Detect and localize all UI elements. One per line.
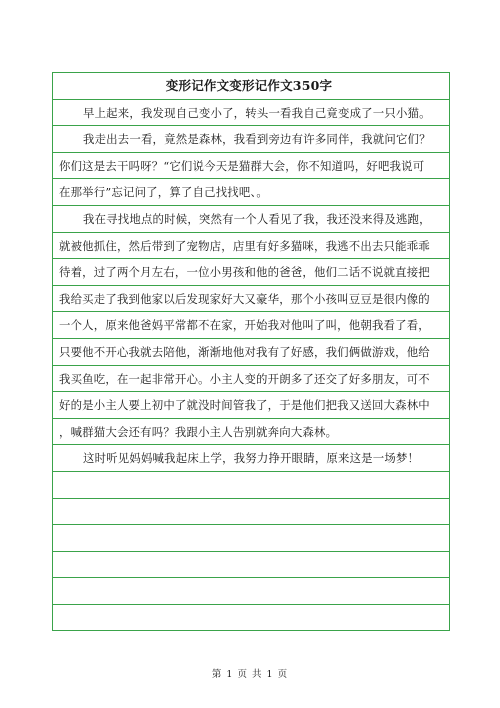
text-line-13: ，喊群猫大会还有吗？我跟小主人告别就奔向大森林。 bbox=[53, 419, 449, 446]
text-line-12: 好的是小主人要上初中了就没时间管我了，于是他们把我又送回大森林中 bbox=[53, 392, 449, 419]
text-line-7: 待着，过了两个月左右，一位小男孩和他的爸爸，他们二话不说就直接把 bbox=[53, 259, 449, 286]
essay-sheet bbox=[52, 72, 450, 631]
text-line-2: 我走出去一看，竟然是森林，我看到旁边有许多同伴，我就问它们？ bbox=[53, 126, 449, 153]
blank-line bbox=[53, 552, 449, 579]
text-line-1: 早上起来，我发现自己变小了，转头一看我自己竟变成了一只小猫。 bbox=[53, 100, 449, 127]
text-line-14: 这时听见妈妈喊我起床上学，我努力挣开眼睛，原来这是一场梦！ bbox=[53, 445, 449, 472]
document-title: 变形记作文变形记作文350字 bbox=[53, 73, 449, 100]
page-number: 第 1 页 共 1 页 bbox=[211, 669, 289, 680]
text-line-11: 我买鱼吃，在一起非常开心。小主人变的开朗多了还交了好多朋友，可不 bbox=[53, 366, 449, 393]
text-line-5: 我在寻找地点的时候，突然有一个人看见了我，我还没来得及逃跑， bbox=[53, 206, 449, 233]
text-line-9: 一个人，原来他爸妈平常都不在家，开始我对他叫了叫，他朝我看了看， bbox=[53, 312, 449, 339]
text-line-6: 就被他抓住，然后带到了宠物店，店里有好多猫咪，我逃不出去只能乖乖 bbox=[53, 233, 449, 260]
blank-line bbox=[53, 472, 449, 499]
blank-line bbox=[53, 578, 449, 605]
text-line-10: 只要他不开心我就去陪他，渐渐地他对我有了好感，我们俩做游戏，他给 bbox=[53, 339, 449, 366]
text-line-3: 你们这是去干吗呀？“它们说今天是猫群大会，你不知道吗，好吧我说可 bbox=[53, 153, 449, 180]
blank-line bbox=[53, 605, 449, 632]
blank-line bbox=[53, 525, 449, 552]
text-line-8: 我给买走了我到他家以后发现家好大又豪华，那个小孩叫豆豆是很内像的 bbox=[53, 286, 449, 313]
blank-line bbox=[53, 499, 449, 526]
text-line-4: 在那举行”忘记问了，算了自己找找吧、。 bbox=[53, 179, 449, 206]
